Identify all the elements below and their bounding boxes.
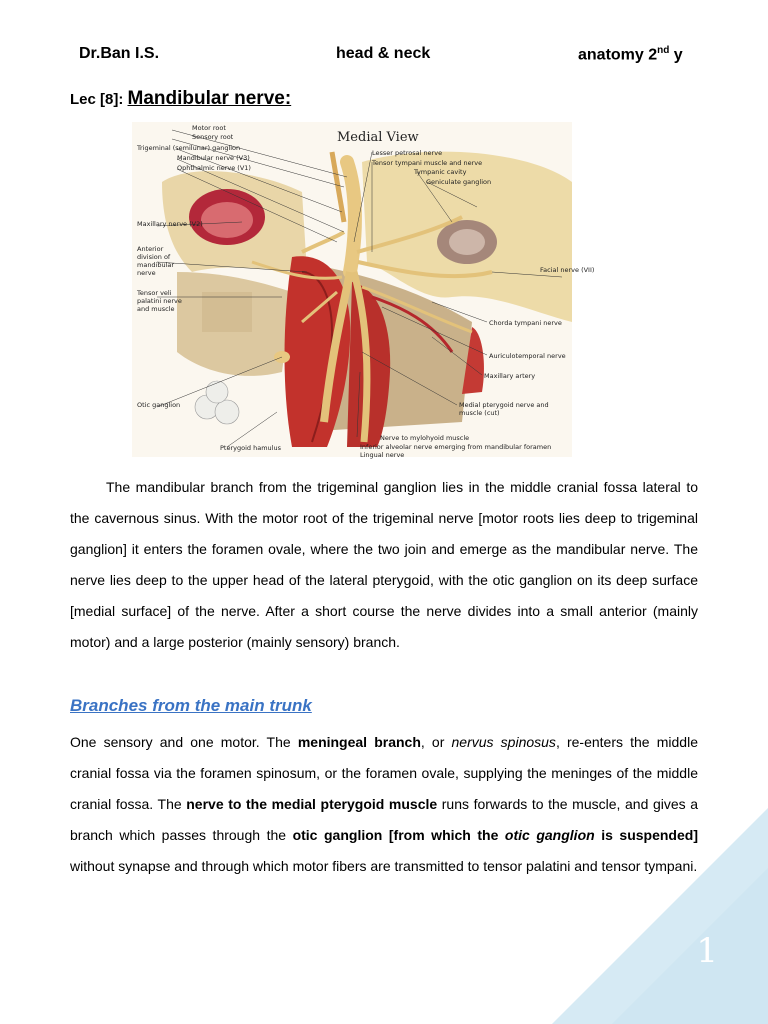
- figure-label: Geniculate ganglion: [426, 178, 492, 186]
- text-run: [from which the: [388, 827, 505, 843]
- figure-label: Ophthalmic nerve (V1): [177, 164, 251, 172]
- figure-label: Lesser petrosal nerve: [372, 149, 443, 157]
- figure-label: Anterior division of mandibular nerve: [137, 245, 175, 277]
- text-run: runs forwards to the muscle, and gives a branch which passes through the: [70, 796, 698, 843]
- page-corner-decoration: [552, 808, 768, 1024]
- text-run: is suspended]: [594, 827, 698, 843]
- section-heading: Branches from the main trunk: [70, 696, 312, 715]
- figure-label: Sensory root: [192, 133, 234, 141]
- bold-term: nerve to the medial pterygoid muscle: [186, 796, 438, 812]
- figure-label: Nerve to mylohyoid muscle: [380, 434, 470, 442]
- figure-label: Facial nerve (VII): [540, 266, 595, 274]
- figure-label: Trigeminal (semilunar) ganglion: [137, 144, 241, 152]
- text-run: , or: [420, 734, 452, 750]
- figure-label: Maxillary artery: [484, 372, 536, 380]
- lecture-title: [70, 88, 291, 110]
- figure-label: Auriculotemporal nerve: [489, 352, 566, 360]
- figure-label: Tympanic cavity: [414, 168, 467, 176]
- text-run: One sensory and one motor. The: [70, 734, 298, 750]
- header-year-suffix: y: [669, 46, 683, 64]
- figure-label: Tensor veli palatini nerve and muscle: [137, 289, 182, 313]
- figure-label: Medial pterygoid nerve and muscle (cut): [459, 401, 549, 417]
- figure-label: Pterygoid hamulus: [220, 444, 281, 452]
- italic-term: nervus spinosus: [451, 734, 556, 750]
- figure-label: Lingual nerve: [360, 451, 405, 459]
- anatomy-illustration: [132, 122, 595, 459]
- bold-term: otic ganglion: [292, 827, 383, 843]
- figure-label: Chorda tympani nerve: [489, 319, 562, 327]
- header-year-sup: nd: [657, 45, 670, 56]
- header-year-text: anatomy 2: [578, 46, 658, 64]
- figure-label: Motor root: [192, 124, 226, 132]
- text-run: , re-enters the middle cranial fossa via the foramen spinosum, or the foramen ovale, supplying the meninges of the middle cranial fossa. The: [70, 734, 698, 812]
- figure-title: Medial View: [337, 130, 419, 145]
- header-author: Dr.Ban I.S.: [79, 45, 160, 62]
- page-number: 1: [696, 931, 718, 971]
- bold-term: meningeal branch: [297, 734, 421, 750]
- header-year: [578, 45, 683, 64]
- anatomy-figure: [132, 122, 595, 459]
- paragraph-intro: The mandibular branch from the trigeminal ganglion lies in the middle cranial fossa lateral to the cavernous sinus. With the motor root of the trigeminal nerve [motor roots lies deep to trigeminal ganglion] it enters the foramen ovale, where the two join and emerge as the mandibular nerve. The nerve lies deep to the upper head of the lateral pterygoid, with the otic ganglion on its deep surface [medial surface] of the nerve. After a short course the nerve divides into a small anterior (mainly motor) and a large posterior (mainly sensory) branch.: [70, 479, 698, 650]
- lecture-prefix: Lec [8]:: [70, 91, 128, 108]
- figure-label: Maxillary nerve (V2): [137, 220, 203, 228]
- figure-label: Tensor tympani muscle and nerve: [372, 159, 483, 167]
- text-run: without synapse and through which motor fibers are transmitted to tensor palatini and tensor tympani.: [70, 858, 698, 874]
- figure-label: Inferior alveolar nerve emerging from mandibular foramen: [360, 443, 552, 451]
- header-course: head & neck: [336, 45, 431, 62]
- figure-label: Otic ganglion: [137, 401, 181, 409]
- figure-label: Mandibular nerve (V3): [177, 154, 250, 162]
- italic-term: otic ganglion: [504, 827, 595, 843]
- lecture-main-title: Mandibular nerve:: [127, 88, 292, 109]
